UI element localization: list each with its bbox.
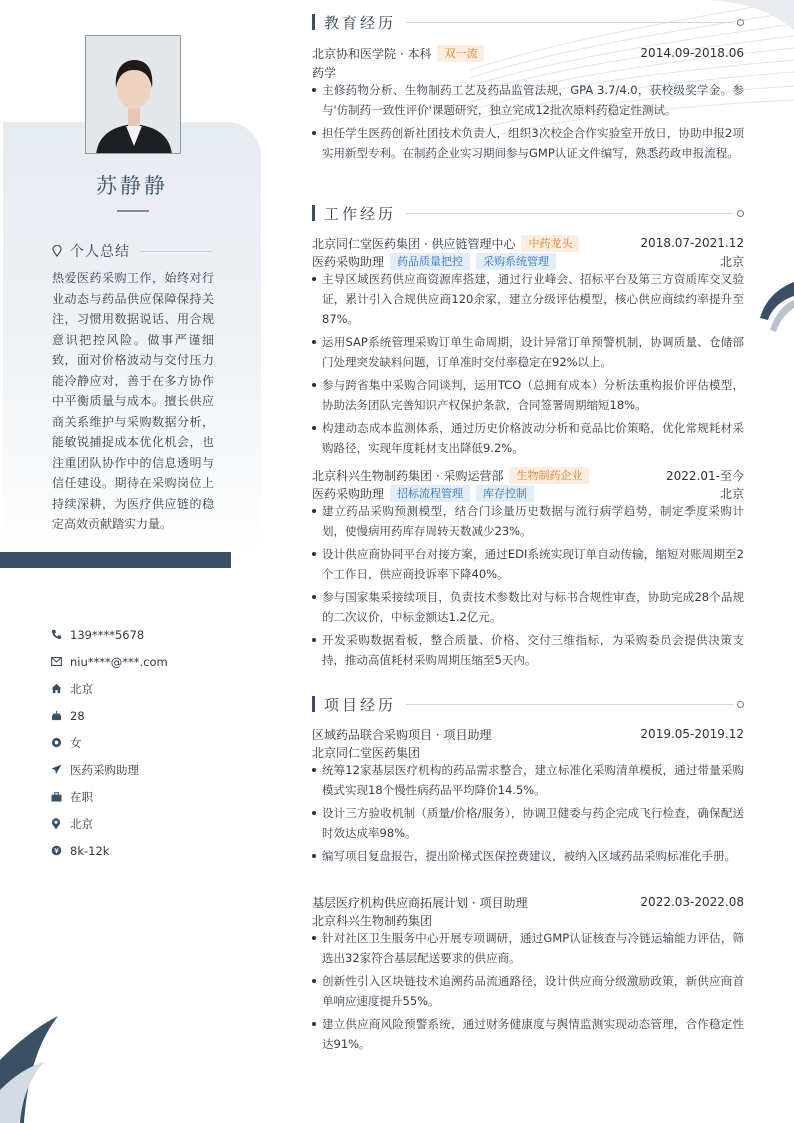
job-2-company: 北京科兴生物制药集团 · 采购运营部 — [312, 468, 504, 483]
contact-position — [50, 756, 250, 783]
list-item: 建立供应商风险预警系统，通过财务健康度与舆情监测实现动态管理，合作稳定性达91%。 — [312, 1014, 744, 1054]
list-item: 编写项目复盘报告，提出阶梯式医保控费建议，被纳入区域药品采购标准化手册。 — [312, 846, 744, 866]
job-1-role: 医药采购助理 — [312, 254, 385, 269]
education-major-row — [312, 63, 744, 81]
job-2-company-row — [312, 466, 744, 484]
list-item: 统筹12家基层医疗机构的药品需求整合，建立标准化采购清单模板，通过带量采购模式实现18个慢性病药品平均降价14.5%。 — [312, 760, 744, 800]
contact-gender-value: 女 — [70, 735, 82, 750]
education-date: 2014.09-2018.06 — [640, 46, 744, 60]
project-2-name: 基层医疗机构供应商拓展计划 · 项目助理 — [312, 895, 528, 910]
person-avatar-icon — [86, 36, 181, 154]
contact-home — [50, 675, 250, 702]
candidate-name: 苏静静 — [96, 174, 168, 198]
salary-icon — [51, 845, 62, 856]
job-2-bullets — [312, 501, 744, 673]
contact-status — [50, 783, 250, 810]
work-heading — [312, 203, 744, 223]
list-item: 针对社区卫生服务中心开展专项调研，通过GMP认证核查与冷链运输能力评估，筛选出32家符合基层配送要求的供应商。 — [312, 928, 744, 968]
work-heading-bar — [312, 205, 315, 221]
education-heading-bar — [312, 14, 315, 30]
project-1-row — [312, 725, 744, 743]
contact-email-value: niu****@***.com — [70, 654, 168, 669]
job-2-skill-2: 库存控制 — [476, 485, 534, 502]
project-1-org: 北京同仁堂医药集团 — [312, 745, 421, 760]
contact-position-value: 医药采购助理 — [70, 762, 139, 777]
work-circle-icon — [737, 210, 744, 217]
list-item: 参与跨省集中采购合同谈判，运用TCO（总拥有成本）分析法重构报价评估模型，协助法务团队完善知识产权保护条款，合同签署周期缩短18%。 — [312, 375, 744, 415]
project-2-org: 北京科兴生物制药集团 — [312, 913, 433, 928]
project-2-row — [312, 893, 744, 911]
education-bullets — [312, 80, 744, 166]
briefcase-icon — [51, 792, 62, 802]
job-2-skill-1: 招标流程管理 — [390, 485, 470, 502]
location-pin-icon — [52, 245, 62, 257]
cake-icon — [51, 710, 62, 721]
contact-phone-value: 139****5678 — [70, 627, 145, 642]
project-1-org-row — [312, 743, 744, 761]
job-1-role-row — [312, 252, 744, 270]
phone-icon — [51, 629, 62, 640]
job-1-city: 北京 — [719, 254, 744, 269]
job-2-role: 医药采购助理 — [312, 486, 385, 501]
gender-icon — [51, 737, 62, 748]
list-item: 创新性引入区块链技术追溯药品流通路径，设计供应商分级激励政策，新供应商首单响应速度提升55%。 — [312, 971, 744, 1011]
job-1-company-row — [312, 234, 744, 252]
send-icon — [51, 764, 62, 775]
work-title: 工作经历 — [324, 204, 397, 223]
summary-heading — [52, 241, 212, 261]
project-1-name: 区域药品联合采购项目 · 项目助理 — [312, 727, 492, 742]
contact-list — [50, 621, 250, 864]
contact-phone — [50, 621, 250, 648]
list-item: 主导区域医药供应商资源库搭建，通过行业峰会、招标平台及第三方资质库交叉验证，累计引入合规供应商120余家，建立分级评估模型，核心供应商续约率提升至87%。 — [312, 269, 744, 329]
job-1-skill-2: 采购系统管理 — [476, 253, 556, 270]
projects-rule — [406, 704, 733, 705]
list-item: 设计供应商协同平台对接方案，通过EDI系统实现订单自动传输，缩短对账周期至2个工作日，供应商投诉率下降40%。 — [312, 544, 744, 584]
job-1-bullets — [312, 269, 744, 461]
job-1-company: 北京同仁堂医药集团 · 供应链管理中心 — [312, 236, 516, 251]
list-item: 开发采购数据看板，整合质量、价格、交付三维指标，为采购委员会提供决策支持，推动高值耗材采购周期压缩至5天内。 — [312, 630, 744, 670]
mail-icon — [51, 657, 62, 666]
job-2-city: 北京 — [719, 486, 744, 501]
project-2-org-row — [312, 911, 744, 929]
education-school: 北京协和医学院 · 本科 — [312, 46, 432, 61]
summary-title: 个人总结 — [70, 244, 130, 260]
project-1-date: 2019.05-2019.12 — [640, 727, 744, 741]
contact-home-value: 北京 — [70, 681, 93, 696]
work-rule — [406, 213, 733, 214]
contact-location-value: 北京 — [70, 816, 93, 831]
education-title: 教育经历 — [324, 13, 397, 32]
contact-location — [50, 810, 250, 837]
contact-age-value: 28 — [70, 708, 85, 723]
name-divider — [117, 210, 149, 212]
job-2-role-row — [312, 484, 744, 502]
projects-heading-bar — [312, 696, 315, 712]
contact-status-value: 在职 — [70, 789, 93, 804]
list-item: 设计三方验收机制（质量/价格/服务），协调卫健委与药企完成飞行检查，确保配送时效达成率98%。 — [312, 803, 744, 843]
education-major: 药学 — [312, 65, 337, 80]
home-icon — [51, 683, 62, 694]
education-heading — [312, 12, 744, 32]
projects-heading — [312, 694, 744, 714]
job-1-date: 2018.07-2021.12 — [640, 236, 744, 250]
list-item: 构建动态成本监测体系，通过历史价格波动分析和竞品比价策略，优化常规耗材采购路径，实现年度耗材支出降低9.2%。 — [312, 418, 744, 458]
projects-circle-icon — [737, 701, 744, 708]
list-item: 建立药品采购预测模型，结合门诊量历史数据与流行病学趋势，制定季度采购计划，使慢病用药库存周转天数减少23%。 — [312, 501, 744, 541]
profile-photo — [85, 35, 181, 154]
sidebar-band — [0, 552, 231, 568]
list-item: 参与国家集采接续项目，负责技术参数比对与标书合规性审查，协助完成28个品规的二次议价，中标金额达1.2亿元。 — [312, 587, 744, 627]
list-item: 运用SAP系统管理采购订单生命周期，设计异常订单预警机制，协调质量、仓储部门处理突发缺料问题，订单准时交付率稳定在92%以上。 — [312, 332, 744, 372]
contact-email — [50, 648, 250, 675]
education-rule — [406, 22, 733, 23]
contact-age — [50, 702, 250, 729]
projects-title: 项目经历 — [324, 695, 397, 714]
list-item: 担任学生医药创新社团技术负责人，组织3次校企合作实验室开放日，协助申报2项实用新型专利。在制药企业实习期间参与GMP认证文件编写，熟悉药政申报流程。 — [312, 123, 744, 163]
contact-salary — [50, 837, 250, 864]
education-tag: 双一流 — [437, 45, 484, 62]
summary-text: 热爱医药采购工作，始终对行业动态与药品供应保障保持关注，习惯用数据说话、用合规意识把控风险。做事严谨细致，面对价格波动与交付压力能冷静应对，善于在多方协作中平衡质量与成本。擅长供应商关系维护与采购数据分析，能敏锐捕捉成本优化机会，也注重团队协作中的信息透明与信任建设。期待在采购岗位上持续深耕，为医疗供应链的稳定高效贡献踏实力量。 — [52, 271, 214, 531]
project-2-date: 2022.03-2022.08 — [640, 895, 744, 909]
summary-rule — [140, 251, 212, 252]
job-2-tag: 生物制药企业 — [509, 467, 589, 484]
list-item: 主修药物分析、生物制药工艺及药品监管法规，GPA 3.7/4.0，获校级奖学金。参与'仿制药一致性评价'课题研究，独立完成12批次原料药稳定性测试。 — [312, 80, 744, 120]
job-1-tag: 中药龙头 — [521, 235, 579, 252]
education-circle-icon — [737, 19, 744, 26]
location-icon — [51, 818, 61, 830]
project-2-bullets — [312, 928, 744, 1057]
job-1-skill-1: 药品质量把控 — [390, 253, 470, 270]
project-1-bullets — [312, 760, 744, 869]
contact-salary-value: 8k-12k — [70, 843, 110, 858]
contact-gender — [50, 729, 250, 756]
job-2-date: 2022.01-至今 — [666, 468, 744, 483]
education-school-row — [312, 44, 744, 62]
